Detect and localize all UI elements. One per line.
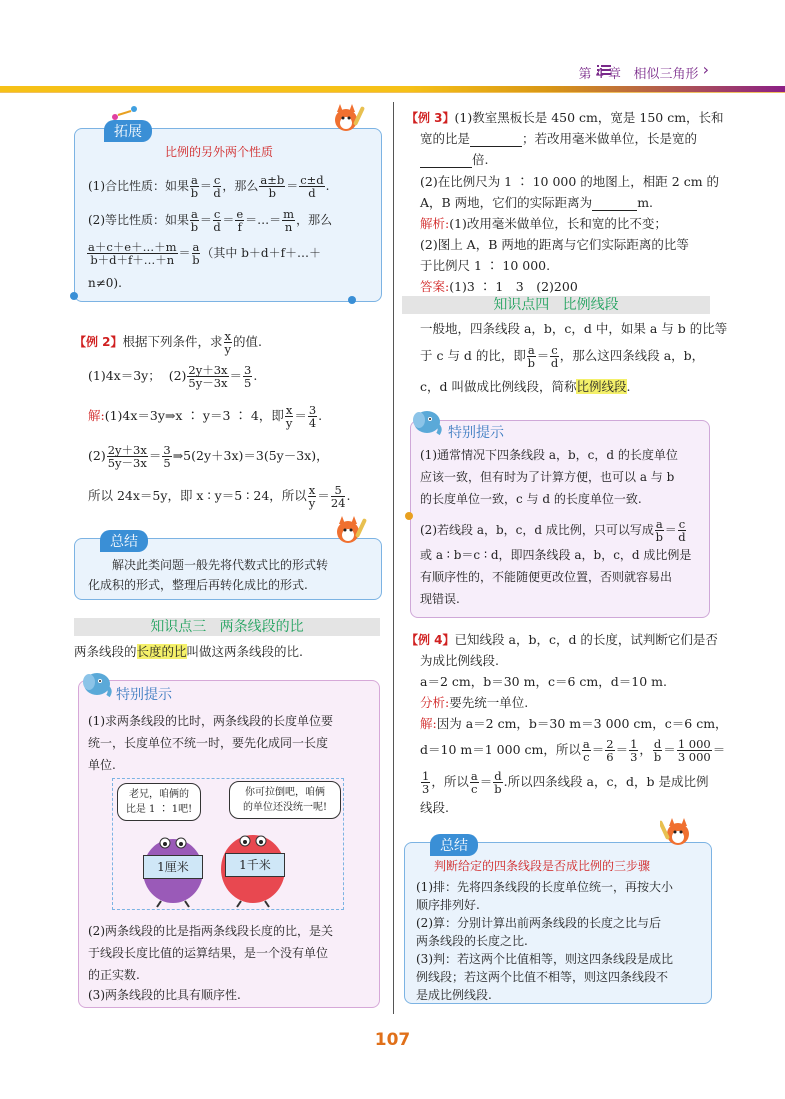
sparkle-icon	[110, 104, 140, 125]
tebie-right-label: 特别提示	[448, 425, 504, 441]
speech-bubble-right: 你可拉倒吧，咱俩 的单位还没统一呢!	[229, 781, 341, 819]
tebie-r-l2: 应该一致，但有时为了计算方便，也可以 a 与 b	[420, 470, 675, 484]
zongjie-label: 总结	[100, 530, 148, 552]
chapter-header	[579, 63, 716, 82]
tebie-l6: 的正实数.	[88, 968, 140, 982]
section-4-header: 知识点四 比例线段	[402, 296, 710, 314]
ex4-l1: 【例 4】已知线段 a，b，c，d 的长度，试判断它们是否	[406, 632, 718, 647]
header-line	[0, 92, 785, 93]
tuozhan-p1: (1)合比性质：如果 $\frac{a}{b}$ ＝ $\frac{c}{d}$ ，那么 $\frac{a\pm b}{b}$ ＝ $\frac{c\pm d}{d}$ .	[88, 173, 330, 200]
section-3-header: 知识点三 两条线段的比	[74, 618, 380, 636]
ex3-l1: 【例 3】(1)教室黑板长是 450 cm，宽是 150 cm，长和	[406, 110, 724, 125]
tebie-l2: 统一，长度单位不统一时，要先化成同一长度	[88, 736, 329, 750]
fox-mascot-icon	[328, 102, 368, 137]
sec4-def-l3: c，d 叫做成比例线段，简称比例线段.	[420, 379, 631, 394]
zongjie-l2: 化成积的形式，整理后再转化成比的形式.	[88, 578, 308, 592]
dot-decor	[405, 512, 413, 520]
speech-bubble-left: 老兄，咱俩的 比是 1 ∶ 1吧!	[117, 783, 201, 821]
cartoon-characters	[113, 779, 343, 909]
elephant-mascot-icon	[410, 406, 444, 439]
tebie-r-l4: (2)若线段 a，b，c，d 成比例，只可以写成 $\frac{a}{b}$ ＝ $\frac{c}{d}$	[420, 517, 686, 544]
tuozhan-p2: (2)等比性质：如果 $\frac{a}{b}$ ＝ $\frac{c}{d}$ ＝ $\frac{e}{f}$ ＝…＝ $\frac{m}{n}$ ，那么	[88, 207, 333, 234]
zongjie-r-l3: (2)算：分别计算出前两条线段的长度之比与后	[416, 916, 661, 930]
ex4-l3: a＝2 cm，b＝30 m，c＝6 cm，d＝10 m.	[420, 674, 667, 689]
tebie-r-l5: 或 a ∶ b＝c ∶ d，即四条线段 a，b，c，d 成比例是	[420, 548, 692, 562]
section-3-definition: 两条线段的长度的比叫做这两条线段的比.	[74, 644, 304, 659]
tuozhan-label: 拓展	[104, 120, 152, 142]
ex3-l3: 倍.	[420, 150, 488, 168]
sec4-def-l2: 于 c 与 d 的比，即 $\frac{a}{b}$ ＝ $\frac{c}{d}$ ，那么这四条线段 a，b，	[420, 343, 705, 370]
zongjie-r-l4: 两条线段的长度之比.	[416, 934, 528, 948]
fox-mascot-icon	[660, 816, 700, 851]
tuozhan-p4: n≠0).	[88, 276, 122, 290]
label-1cm: 1厘米	[143, 855, 203, 879]
tebie-l4: (2)两条线段的比是指两条线段长度的比，是关	[88, 924, 333, 938]
zongjie-right-title: 判断给定的四条线段是否成比例的三步骤	[434, 859, 651, 873]
answer-blank	[470, 134, 522, 147]
fox-mascot-icon	[330, 514, 370, 549]
tebie-r-l1: (1)通常情况下四条线段 a，b，c，d 的长度单位	[420, 448, 678, 462]
tebie-l7: (3)两条线段的比具有顺序性.	[88, 988, 241, 1002]
sec4-def-l1: 一般地，四条线段 a，b，c，d 中，如果 a 与 b 的比等	[420, 321, 728, 336]
zongjie-l1: 解决此类问题一般先将代数式比的形式转	[112, 558, 329, 572]
dot-decor	[348, 296, 356, 304]
tebie-r-l3: 的长度单位一致，c 与 d 的长度单位一致.	[420, 492, 642, 506]
ex3-analysis-2: (2)图上 A，B 两地的距离与它们实际距离的比等	[420, 237, 689, 252]
tebie-r-l6: 有顺序性的，不能随便更改位置，否则就容易出	[420, 570, 673, 584]
ex4-sol1: 解:因为 a＝2 cm，b＝30 m＝3 000 cm，c＝6 cm，	[420, 716, 728, 731]
chapter-title: 相似三角形	[633, 67, 699, 82]
zongjie-r-l7: 是成比例线段.	[416, 988, 492, 1002]
tuozhan-title: 比例的另外两个性质	[165, 145, 274, 159]
tebie-l1: (1)求两条线段的比时，两条线段的长度单位要	[88, 714, 333, 728]
cartoon-illustration	[112, 778, 344, 910]
chapter-number: 第 4 章	[578, 67, 622, 82]
column-divider	[393, 102, 394, 1014]
ex3-l4: (2)在比例尺为 1 ∶ 10 000 的地图上，相距 2 cm 的	[420, 174, 720, 189]
ex4-l2: 为成比例线段.	[420, 653, 499, 668]
ex3-l2: 宽的比是 ；若改用毫米做单位，长是宽的	[420, 131, 698, 146]
ex2-sol1: 解:(1)4x＝3y⇒x ∶ y＝3 ∶ 4，即 $\frac{x}{y}$ ＝ $\frac{3}{4}$ .	[88, 403, 323, 430]
tebie-l3: 单位.	[88, 758, 116, 772]
ex4-sol2: d＝10 m＝1 000 cm，所以 $\frac{a}{c}$ ＝ $\frac{2}{6}$ ＝ $\frac{1}{3}$ ， $\frac{d}{b}$ ＝ $\frac{1 000}{3 000}$ ＝	[420, 737, 726, 764]
ex2-sol2: (2) $\frac{2y+3x}{5y-3x}$ ＝ $\frac{3}{5}$ ⇒5(2y＋3x)＝3(5y－3x)，	[88, 443, 329, 470]
ex3-l5: A，B 两地，它们的实际距离为 m.	[420, 195, 654, 210]
zongjie-r-l1: (1)排：先将四条线段的长度单位统一，再按大小	[416, 880, 673, 894]
tuozhan-p3: $\frac{a+c+e+\dots+m}{b+d+f+\dots+n}$ ＝ $\frac{a}{b}$ （其中 b＋d＋f＋…＋	[88, 240, 322, 267]
chevron-right-icon: ›	[702, 60, 709, 79]
tebie-label: 特别提示	[116, 687, 172, 703]
zongjie-right-label: 总结	[430, 834, 478, 856]
zongjie-r-l5: (3)判：若这两个比值相等，则这四条线段是成比	[416, 952, 673, 966]
ex2-conditions: (1)4x＝3y； (2) $\frac{2y+3x}{5y-3x}$ ＝ $\frac{3}{5}$ .	[88, 363, 258, 390]
label-1km: 1千米	[225, 853, 285, 877]
ex2-sol3: 所以 24x＝5y，即 x ∶ y＝5 ∶ 24，所以 $\frac{x}{y}$ ＝ $\frac{5}{24}$ .	[88, 483, 351, 510]
ex4-sol3: $\frac{1}{3}$ ，所以 $\frac{a}{c}$ ＝ $\frac{d}{b}$ .所以四条线段 a，c，d，b 是成比例	[422, 769, 709, 796]
ex4-sol4: 线段.	[420, 800, 449, 815]
tebie-l5: 于线段长度比值的运算结果，是一个没有单位	[88, 946, 329, 960]
page-number: 107	[374, 1030, 411, 1050]
elephant-mascot-icon	[80, 668, 114, 701]
tebie-r-l7: 现错误.	[420, 592, 460, 606]
ex3-analysis-3: 于比例尺 1 ∶ 10 000.	[420, 258, 551, 273]
ex4-analysis: 分析:要先统一单位.	[420, 695, 529, 710]
ex3-analysis-1: 解析:(1)改用毫米做单位，长和宽的比不变；	[420, 216, 667, 231]
ex2-question: 【例 2】根据下列条件，求 $\frac{x}{y}$ 的值.	[74, 329, 263, 356]
answer-blank	[420, 155, 472, 168]
ex3-answer: 答案:(1)3 ∶ 1 3 (2)200	[420, 279, 578, 294]
zongjie-r-l6: 例线段；若这两个比值不相等，则这四条线段不	[416, 970, 669, 984]
dot-decor	[70, 292, 78, 300]
answer-blank	[592, 198, 637, 211]
zongjie-r-l2: 顺序排列好.	[416, 898, 480, 912]
